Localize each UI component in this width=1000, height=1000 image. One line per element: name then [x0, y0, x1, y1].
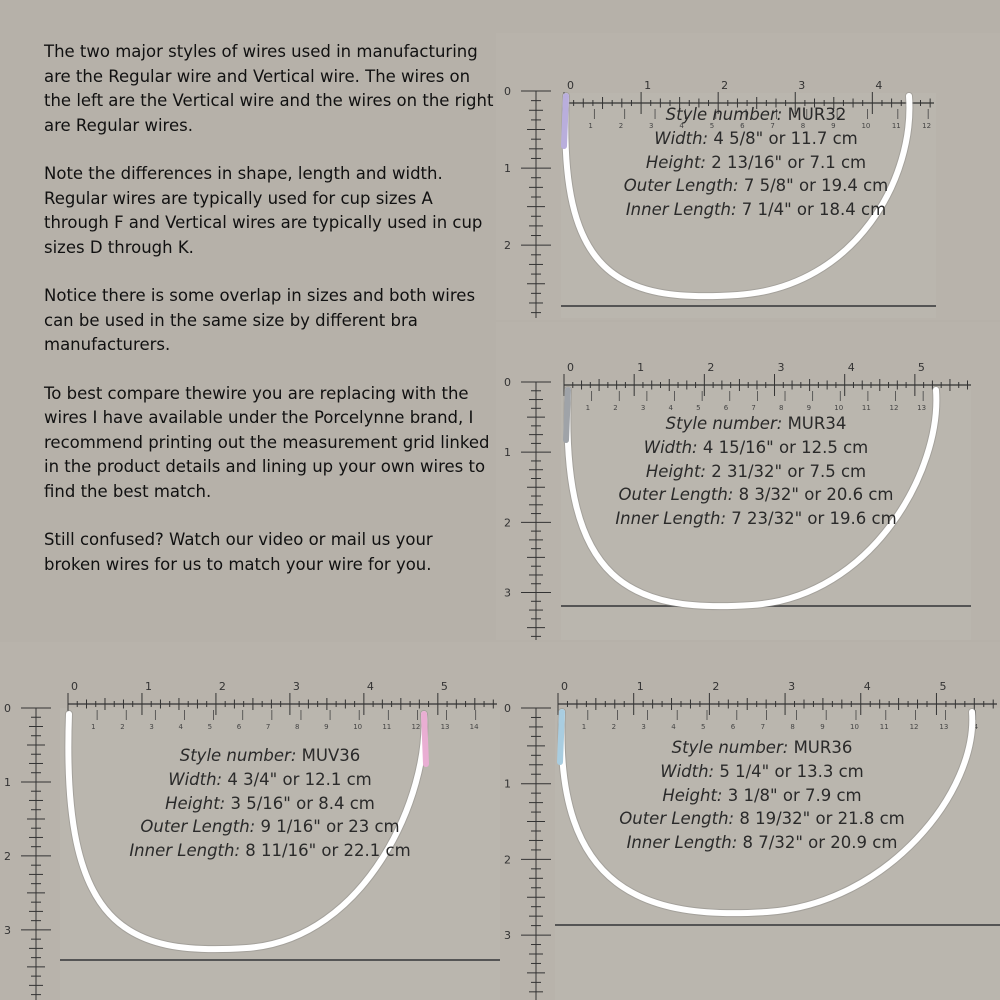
inch-tick-label: 5: [440, 680, 448, 693]
outer-length-value: 8 3/32" or 20.6 cm: [738, 485, 894, 505]
wire-panel-muv36: [0, 642, 500, 1000]
intro-paragraph: The two major styles of wires used in manufacturing are the Regular wire and Vertical wire. The wires on the left are the Vertical wire and the wires on the right are Regular wires.: [44, 42, 494, 135]
cm-tick-label: 4: [178, 723, 183, 731]
inch-tick-label: 2: [712, 680, 720, 693]
wire-tip-color: [566, 390, 568, 440]
vertical-inch-label: 3: [504, 929, 511, 943]
inner-length-line: Inner Length: 7 23/32" or 19.6 cm: [615, 509, 897, 529]
style-number-line: Style number: MUR36: [671, 738, 853, 757]
outer-length-value: 9 1/16" or 23 cm: [260, 817, 400, 837]
inch-tick-label: 3: [798, 79, 806, 92]
outer-length-line: Outer Length: 8 19/32" or 21.8 cm: [619, 809, 905, 829]
cm-tick-label: 8: [790, 723, 795, 731]
outer-length-line: Outer Length: 7 5/8" or 19.4 cm: [623, 176, 889, 196]
vertical-inch-label: 1: [4, 775, 11, 789]
height-line: Height: 2 13/16" or 7.1 cm: [645, 152, 867, 172]
cm-tick-label: 6: [236, 723, 242, 731]
cm-tick-label: 6: [740, 122, 745, 130]
inch-tick-label: 1: [636, 680, 644, 693]
vertical-inch-label: 2: [4, 849, 11, 863]
cm-tick-label: 3: [640, 404, 646, 412]
cm-tick-label: 5: [709, 122, 715, 130]
cm-tick-label: 8: [294, 723, 300, 731]
cm-tick-label: 13: [939, 723, 949, 731]
cm-tick-label: 14: [469, 723, 479, 731]
style-number: MUR36: [793, 738, 853, 757]
inch-tick-label: 3: [788, 680, 796, 693]
intro-text: [44, 40, 494, 601]
inch-tick-label: 0: [567, 79, 574, 92]
cm-tick-label: 12: [922, 122, 932, 130]
cm-tick-label: 3: [641, 723, 646, 731]
wire-specs: [120, 744, 420, 863]
width-value: 4 15/16" or 12.5 cm: [702, 437, 869, 457]
cm-tick-label: 4: [668, 404, 673, 412]
inner-length-line: Inner Length: 8 11/16" or 22.1 cm: [129, 841, 411, 861]
cm-tick-label: 6: [723, 404, 729, 412]
inch-tick-label: 1: [644, 79, 652, 92]
cm-tick-label: 9: [806, 404, 812, 412]
vertical-inch-label: 3: [504, 586, 511, 600]
cm-tick-label: 2: [611, 723, 617, 731]
cm-tick-label: 12: [411, 723, 421, 731]
height-line: Height: 2 31/32" or 7.5 cm: [645, 461, 867, 481]
cm-tick-label: 13: [917, 404, 927, 412]
wire-specs: [606, 103, 906, 222]
height-line: Height: 3 5/16" or 8.4 cm: [165, 793, 375, 813]
height-value: 2 13/16" or 7.1 cm: [711, 152, 867, 172]
cm-tick-label: 11: [879, 723, 889, 731]
cm-tick-label: 6: [730, 723, 736, 731]
cm-tick-label: 2: [120, 723, 125, 731]
vertical-inch-label: 0: [504, 376, 511, 389]
cm-tick-label: 3: [649, 122, 654, 130]
inch-tick-label: 4: [863, 680, 871, 693]
cm-tick-label: 11: [891, 122, 901, 130]
inch-tick-label: 0: [561, 680, 568, 693]
vertical-inch-label: 3: [4, 923, 11, 937]
style-number-line: Style number: MUV36: [179, 746, 361, 765]
outer-length-value: 7 5/8" or 19.4 cm: [743, 176, 889, 196]
cm-tick-label: 2: [618, 122, 624, 130]
cm-tick-label: 12: [889, 404, 899, 412]
outer-length-value: 8 19/32" or 21.8 cm: [739, 809, 905, 829]
cm-tick-label: 1: [588, 122, 593, 130]
wire-tip-color: [564, 96, 566, 146]
cm-tick-label: 7: [751, 404, 756, 412]
style-number-line: Style number: MUR32: [665, 105, 847, 124]
cm-tick-label: 11: [382, 723, 392, 731]
width-line: Width: 5 1/4" or 13.3 cm: [660, 761, 864, 781]
vertical-inch-label: 2: [504, 239, 511, 253]
inner-length-line: Inner Length: 7 1/4" or 18.4 cm: [625, 200, 887, 220]
cm-tick-label: 8: [779, 404, 784, 412]
wire-specs: [606, 412, 906, 531]
width-value: 4 3/4" or 12.1 cm: [227, 769, 372, 789]
width-line: Width: 4 3/4" or 12.1 cm: [168, 769, 372, 789]
height-line: Height: 3 1/8" or 7.9 cm: [662, 785, 862, 805]
inch-tick-label: 5: [917, 361, 925, 374]
vertical-inch-label: 0: [504, 702, 511, 715]
outer-length-line: Outer Length: 9 1/16" or 23 cm: [140, 817, 400, 837]
cm-tick-label: 10: [861, 122, 871, 130]
cm-tick-label: 10: [849, 723, 859, 731]
height-value: 3 1/8" or 7.9 cm: [727, 785, 862, 805]
inner-length-value: 8 7/32" or 20.9 cm: [742, 833, 898, 853]
style-number: MUR32: [787, 105, 847, 124]
style-number: MUR34: [787, 414, 847, 433]
wire-tip-color: [424, 714, 426, 764]
cm-tick-label: 7: [760, 723, 766, 731]
inch-tick-label: 1: [637, 361, 645, 374]
cm-tick-label: 5: [207, 723, 213, 731]
cm-tick-label: 11: [861, 404, 871, 412]
inch-tick-label: 4: [366, 680, 374, 693]
cm-tick-label: 9: [831, 122, 836, 130]
inch-tick-label: 3: [292, 680, 300, 693]
cm-tick-label: 9: [820, 723, 825, 731]
cm-tick-label: 4: [679, 122, 684, 130]
style-number: MUV36: [301, 746, 361, 765]
vertical-inch-label: 0: [504, 85, 511, 98]
wire-specs: [612, 736, 912, 855]
cm-tick-label: 1: [581, 723, 587, 731]
height-value: 2 31/32" or 7.5 cm: [711, 461, 867, 481]
intro-paragraph: Still confused? Watch our video or mail us your broken wires for us to match your wire for you.: [44, 530, 433, 574]
vertical-inch-label: 2: [504, 516, 511, 530]
vertical-inch-label: 1: [504, 162, 511, 176]
vertical-inch-label: 1: [504, 777, 511, 791]
cm-tick-label: 1: [585, 404, 591, 412]
inner-length-value: 8 11/16" or 22.1 cm: [245, 841, 411, 861]
inner-length-value: 7 23/32" or 19.6 cm: [731, 509, 897, 529]
vertical-inch-label: 2: [504, 853, 511, 867]
cm-tick-label: 8: [800, 122, 806, 130]
cm-tick-label: 7: [265, 723, 271, 731]
cm-tick-label: 5: [700, 723, 706, 731]
wire-panel-mur34: [496, 322, 1000, 640]
cm-tick-label: 1: [91, 723, 96, 731]
cm-tick-label: 5: [696, 404, 701, 412]
inch-tick-label: 4: [875, 79, 883, 92]
inch-tick-label: 0: [567, 361, 574, 374]
cm-tick-label: 9: [324, 723, 329, 731]
wire-panel-mur32: [496, 33, 1000, 320]
inch-tick-label: 0: [71, 680, 78, 693]
outer-length-line: Outer Length: 8 3/32" or 20.6 cm: [618, 485, 894, 505]
style-number-line: Style number: MUR34: [665, 414, 847, 433]
width-value: 4 5/8" or 11.7 cm: [713, 128, 858, 148]
inch-tick-label: 2: [721, 79, 729, 92]
intro-paragraph: Note the differences in shape, length and width. Regular wires are typically used for cup sizes A through F and Vertical wires are typically used in cup sizes D through K.: [44, 164, 483, 257]
cm-tick-label: 10: [834, 404, 844, 412]
cm-tick-label: 2: [613, 404, 618, 412]
vertical-inch-label: 0: [4, 702, 11, 715]
inch-tick-label: 5: [939, 680, 947, 693]
cm-tick-label: 13: [440, 723, 450, 731]
width-line: Width: 4 15/16" or 12.5 cm: [643, 437, 869, 457]
cm-tick-label: 14: [969, 723, 979, 731]
inch-tick-label: 3: [777, 361, 785, 374]
cm-tick-label: 10: [353, 723, 363, 731]
wire-tip-color: [560, 712, 562, 762]
inch-tick-label: 2: [707, 361, 715, 374]
wire-panel-mur36: [500, 642, 1000, 1000]
intro-paragraph: To best compare thewire you are replacing with the wires I have available under the Porcelynne brand, I recommend printing out the measurement grid linked in the product details and lining up your own wires to find the best match.: [44, 383, 490, 501]
intro-paragraph: Notice there is some overlap in sizes and both wires can be used in the same size by different bra manufacturers.: [44, 286, 476, 354]
cm-tick-label: 12: [909, 723, 919, 731]
inch-tick-label: 4: [847, 361, 855, 374]
inner-length-line: Inner Length: 8 7/32" or 20.9 cm: [626, 833, 898, 853]
height-value: 3 5/16" or 8.4 cm: [230, 793, 375, 813]
cm-tick-label: 7: [770, 122, 775, 130]
vertical-inch-label: 1: [504, 446, 511, 460]
cm-tick-label: 4: [671, 723, 676, 731]
inner-length-value: 7 1/4" or 18.4 cm: [741, 200, 887, 220]
width-line: Width: 4 5/8" or 11.7 cm: [654, 128, 858, 148]
cm-tick-label: 3: [149, 723, 154, 731]
inch-tick-label: 2: [218, 680, 226, 693]
width-value: 5 1/4" or 13.3 cm: [719, 761, 864, 781]
inch-tick-label: 1: [144, 680, 152, 693]
